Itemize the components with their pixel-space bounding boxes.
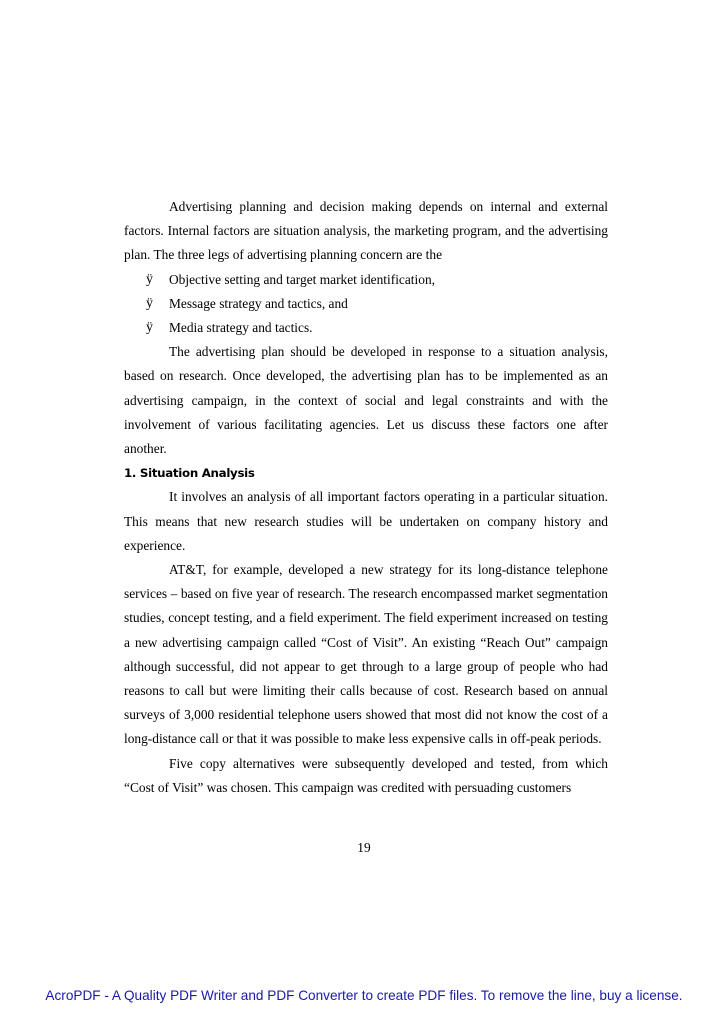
- bullet-text: Media strategy and tactics.: [169, 320, 313, 336]
- list-item: [124, 316, 608, 340]
- bullet-icon: ÿ: [146, 271, 153, 287]
- paragraph-att-example: AT&T, for example, developed a new strategy for its long-distance telephone services – based on five year of research. The research encompassed market segmentation studies, concept testing, and a field experiment. The field experiment increased on testing a new advertising campaign called “Cost of Visit”. An existing “Reach Out” campaign although successful, did not appear to get through to a large group of people who had reasons to call but were limiting their calls because of cost. Research based on annual surveys of 3,000 residential telephone users showed that most did not know the cost of a long-distance call or that it was possible to make less expensive calls in off-peak periods.: [124, 562, 608, 747]
- page-number: 19: [357, 840, 371, 855]
- page-body: [124, 195, 608, 800]
- paragraph-copy-alternatives: Five copy alternatives were subsequently developed and tested, from which “Cost of Visit” was chosen. This campaign was credited with persuading customers: [124, 755, 608, 795]
- converter-watermark-banner: AcroPDF - A Quality PDF Writer and PDF Converter to create PDF files. To remove the line, buy a license.: [45, 988, 683, 1003]
- paragraph-situation-analysis: It involves an analysis of all important factors operating in a particular situation. This means that new research studies will be undertaken on company history and experience.: [124, 489, 608, 553]
- paragraph-intro: Advertising planning and decision making depends on internal and external factors. Internal factors are situation analysis, the marketing program, and the advertising plan. The three legs of advertising planning concern are the: [124, 199, 608, 263]
- bullet-icon: ÿ: [146, 320, 153, 336]
- bullet-list: [124, 268, 608, 341]
- bullet-icon: ÿ: [146, 295, 153, 311]
- bullet-text: Message strategy and tactics, and: [169, 295, 348, 311]
- bullet-text: Objective setting and target market identification,: [169, 271, 435, 287]
- list-item: [124, 292, 608, 316]
- list-item: [124, 268, 608, 292]
- section-heading: 1. Situation Analysis: [124, 466, 255, 481]
- paragraph-advertising-plan: The advertising plan should be developed in response to a situation analysis, based on research. Once developed, the advertising plan has to be implemented as an advertising campaign, in the context of social and legal constraints and with the involvement of various facilitating agencies. Let us discuss these factors one after another.: [124, 344, 608, 457]
